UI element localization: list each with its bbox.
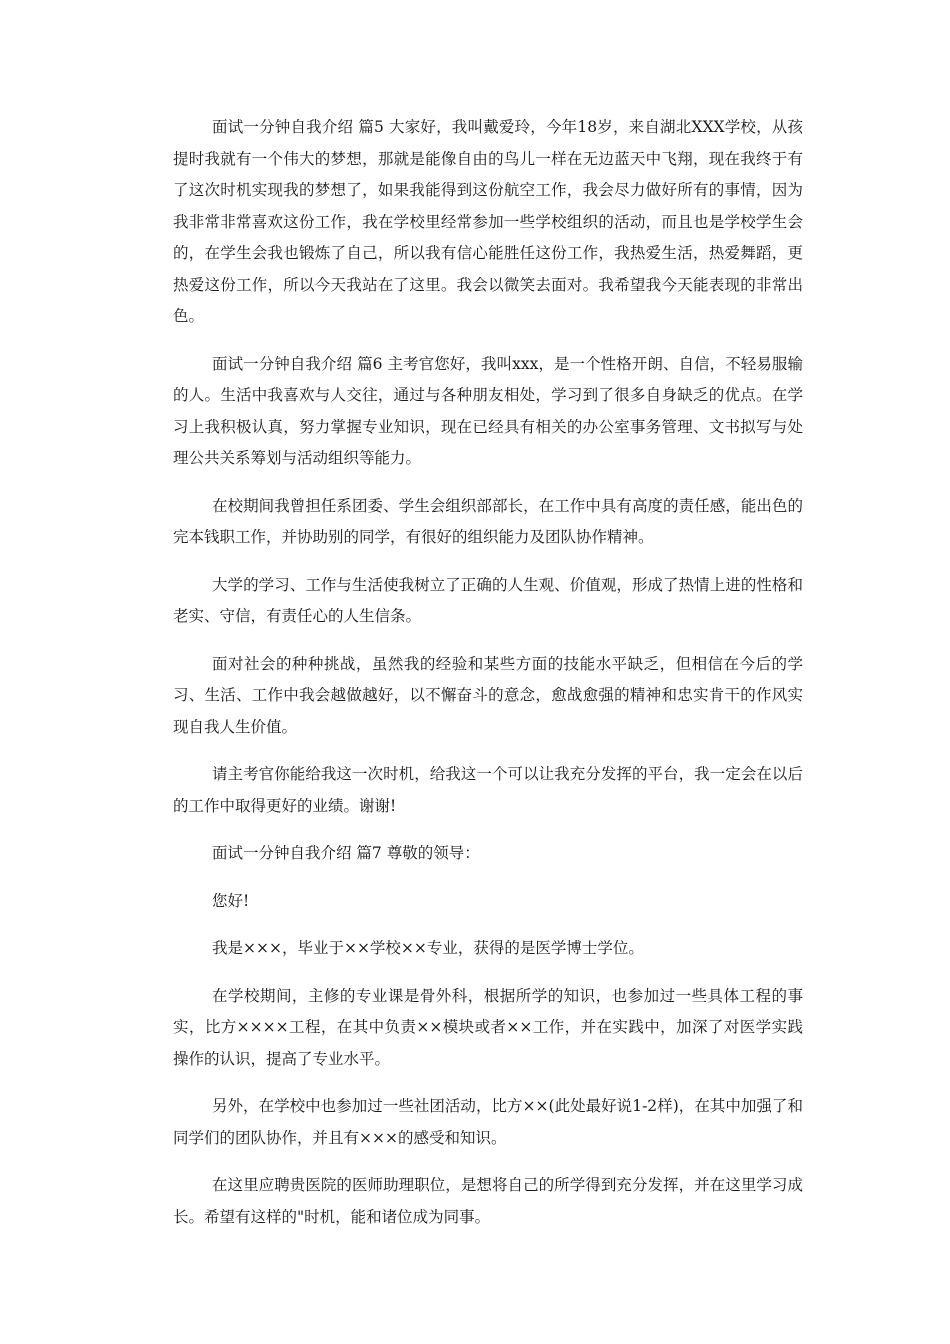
document-page [173, 112, 803, 1249]
paragraph-university-life: 大学的学习、工作与生活使我树立了正确的人生观、价值观，形成了热情上进的性格和老实、守信，有责任心的人生信条。 [173, 575, 803, 625]
paragraph-application: 在这里应聘贵医院的医师助理职位，是想将自己的所学得到充分发挥，并在这里学习成长。希望有这样的"时机，能和诸位成为同事。 [173, 1176, 803, 1226]
paragraph-student-union: 在校期间我曾担任系团委、学生会组织部部长，在工作中具有高度的责任感，能出色的完本钱职工作，并协助别的同学，有很好的组织能力及团队协作精神。 [173, 496, 803, 546]
paragraph-school-study: 在学校期间，主修的专业课是骨外科，根据所学的知识，也参加过一些具体工程的事实，比方××××工程，在其中负责××模块或者××工作，并在实践中，加深了对医学实践操作的认识，提高了专业水平。 [173, 986, 803, 1068]
paragraph-intro-6: 面试一分钟自我介绍 篇6 主考官您好，我叫xxx，是一个性格开朗、自信，不轻易服输的人。生活中我喜欢与人交往，通过与各种朋友相处，学习到了很多自身缺乏的优点。在学习上我积极认真，努力掌握专业知识，现在已经具有相关的办公室事务管理、文书拟写与处理公共关系筹划与活动组织等能力。 [173, 354, 803, 467]
paragraph-intro-5: 面试一分钟自我介绍 篇5 大家好，我叫戴爱玲，今年18岁，来自湖北XXX学校，从孩提时我就有一个伟大的梦想，那就是能像自由的鸟儿一样在无边蓝天中飞翔，现在我终于有了这次时机实现我的梦想了，如果我能得到这份航空工作，我会尽力做好所有的事情，因为我非常非常喜欢这份工作，我在学校里经常参加一些学校组织的活动，而且也是学校学生会的，在学生会我也锻炼了自己，所以我有信心能胜任这份工作，我热爱生活，热爱舞蹈，更热爱这份工作，所以今天我站在了这里。我会以微笑去面对。我希望我今天能表现的非常出色。 [173, 118, 803, 325]
paragraph-club-activities: 另外，在学校中也参加过一些社团活动，比方××(此处最好说1-2样)，在其中加强了和同学们的团队协作，并且有×××的感受和知识。 [173, 1097, 803, 1147]
paragraph-greeting: 您好! [212, 891, 250, 910]
paragraph-identity: 我是×××，毕业于××学校××专业，获得的是医学博士学位。 [212, 939, 644, 957]
paragraph-request: 请主考官你能给我这一次时机，给我这一个可以让我充分发挥的平台，我一定会在以后的工作中取得更好的业绩。谢谢! [173, 765, 803, 815]
paragraph-challenges: 面对社会的种种挑战，虽然我的经验和某些方面的技能水平缺乏，但相信在今后的学习、生活、工作中我会越做越好，以不懈奋斗的意念，愈战愈强的精神和忠实肯干的作风实现自我人生价值。 [173, 654, 803, 736]
paragraph-intro-7-heading: 面试一分钟自我介绍 篇7 尊敬的领导： [212, 844, 480, 862]
